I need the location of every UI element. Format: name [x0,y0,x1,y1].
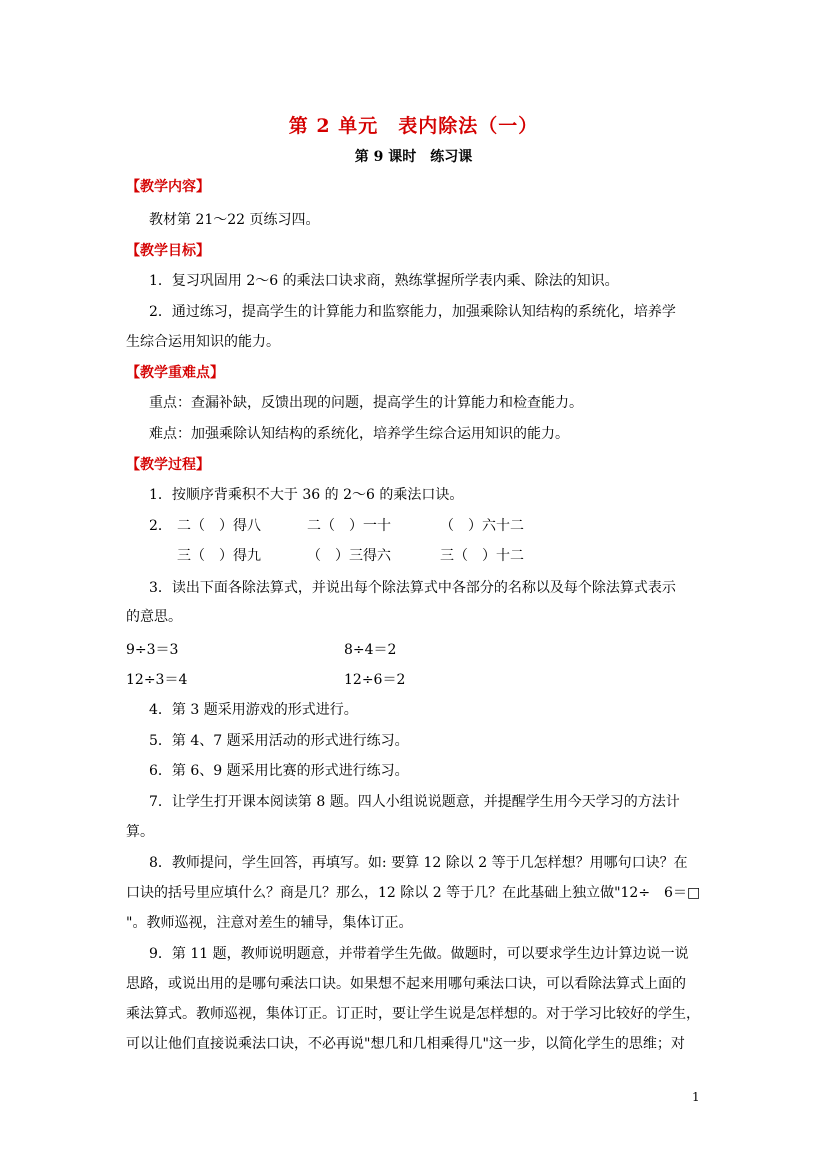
unit-title: 第 2 单元 表内除法（一） [288,115,539,137]
process-step-8-line-3: "。教师巡视，注意对差生的辅导，集体订正。 [126,915,413,931]
heading-teaching-process: 【教学过程】 [126,457,210,473]
lesson-subtitle: 第 9 课时 练习课 [354,149,473,165]
process-step-3-line-2: 的意思。 [126,609,182,625]
heading-teaching-goals: 【教学目标】 [126,243,210,259]
blank-item: （ ）三得六 [307,548,391,564]
division-equation: 9÷3＝3 [126,642,179,658]
blank-item: 二（ ）得八 [177,518,261,534]
goal-1: 1．复习巩固用 2～6 的乘法口诀求商，熟练掌握所学表内乘、除法的知识。 [149,273,619,289]
goal-2-line-2: 生综合运用知识的能力。 [126,334,280,350]
process-step-9-line-3: 乘法算式。教师巡视，集体订正。订正时，要让学生说是怎样想的。对于学习比较好的学生， [126,1006,700,1022]
process-step-6: 6．第 6、9 题采用比赛的形式进行练习。 [149,763,409,779]
process-step-5: 5．第 4、7 题采用活动的形式进行练习。 [149,733,409,749]
process-step-2-label: 2． [149,518,172,534]
division-equation: 12÷6＝2 [344,672,406,688]
key-point: 重点：查漏补缺，反馈出现的问题，提高学生的计算能力和检查能力。 [149,395,583,411]
process-step-7-line-2: 算。 [126,824,154,840]
process-step-4: 4．第 3 题采用游戏的形式进行。 [149,702,358,718]
division-equation: 8÷4＝2 [344,642,397,658]
process-step-9-line-1: 9．第 11 题，教师说明题意，并带着学生先做。做题时，可以要求学生边计算边说一说 [149,946,689,962]
process-step-9-line-4: 可以让他们直接说乘法口诀，不必再说"想几和几相乘得几"这一步，以简化学生的思维；对 [126,1036,685,1052]
difficult-point: 难点：加强乘除认知结构的系统化，培养学生综合运用知识的能力。 [149,426,569,442]
process-step-8-line-1: 8．教师提问，学生回答，再填写。如: 要算 12 除以 2 等于几怎样想？用哪句口诀？在 [149,855,688,871]
goal-2-line-1: 2．通过练习，提高学生的计算能力和监察能力，加强乘除认知结构的系统化，培养学 [149,304,676,320]
process-step-3-line-1: 3．读出下面各除法算式，并说出每个除法算式中各部分的名称以及每个除法算式表示 [149,580,676,596]
heading-key-points: 【教学重难点】 [126,365,224,381]
page-number: 1 [692,1090,700,1104]
process-step-8-line-2: 口诀的括号里应填什么？商是几？那么，12 除以 2 等于几？在此基础上独立做"12÷ 6＝□ [126,885,701,901]
division-equation: 12÷3＝4 [126,672,188,688]
process-step-1: 1．按顺序背乘积不大于 36 的 2～6 的乘法口诀。 [149,487,464,503]
blank-item: 三（ ）十二 [440,548,524,564]
blank-item: （ ）六十二 [440,518,524,534]
process-step-7-line-1: 7．让学生打开课本阅读第 8 题。四人小组说说题意，并提醒学生用今天学习的方法计 [149,794,680,810]
heading-teaching-content: 【教学内容】 [126,179,210,195]
blank-item: 二（ ）一十 [307,518,391,534]
teaching-content-text: 教材第 21～22 页练习四。 [149,212,320,228]
process-step-9-line-2: 思路，或说出用的是哪句乘法口诀。如果想不起来用哪句乘法口诀，可以看除法算式上面的 [126,976,686,992]
blank-item: 三（ ）得九 [177,548,261,564]
